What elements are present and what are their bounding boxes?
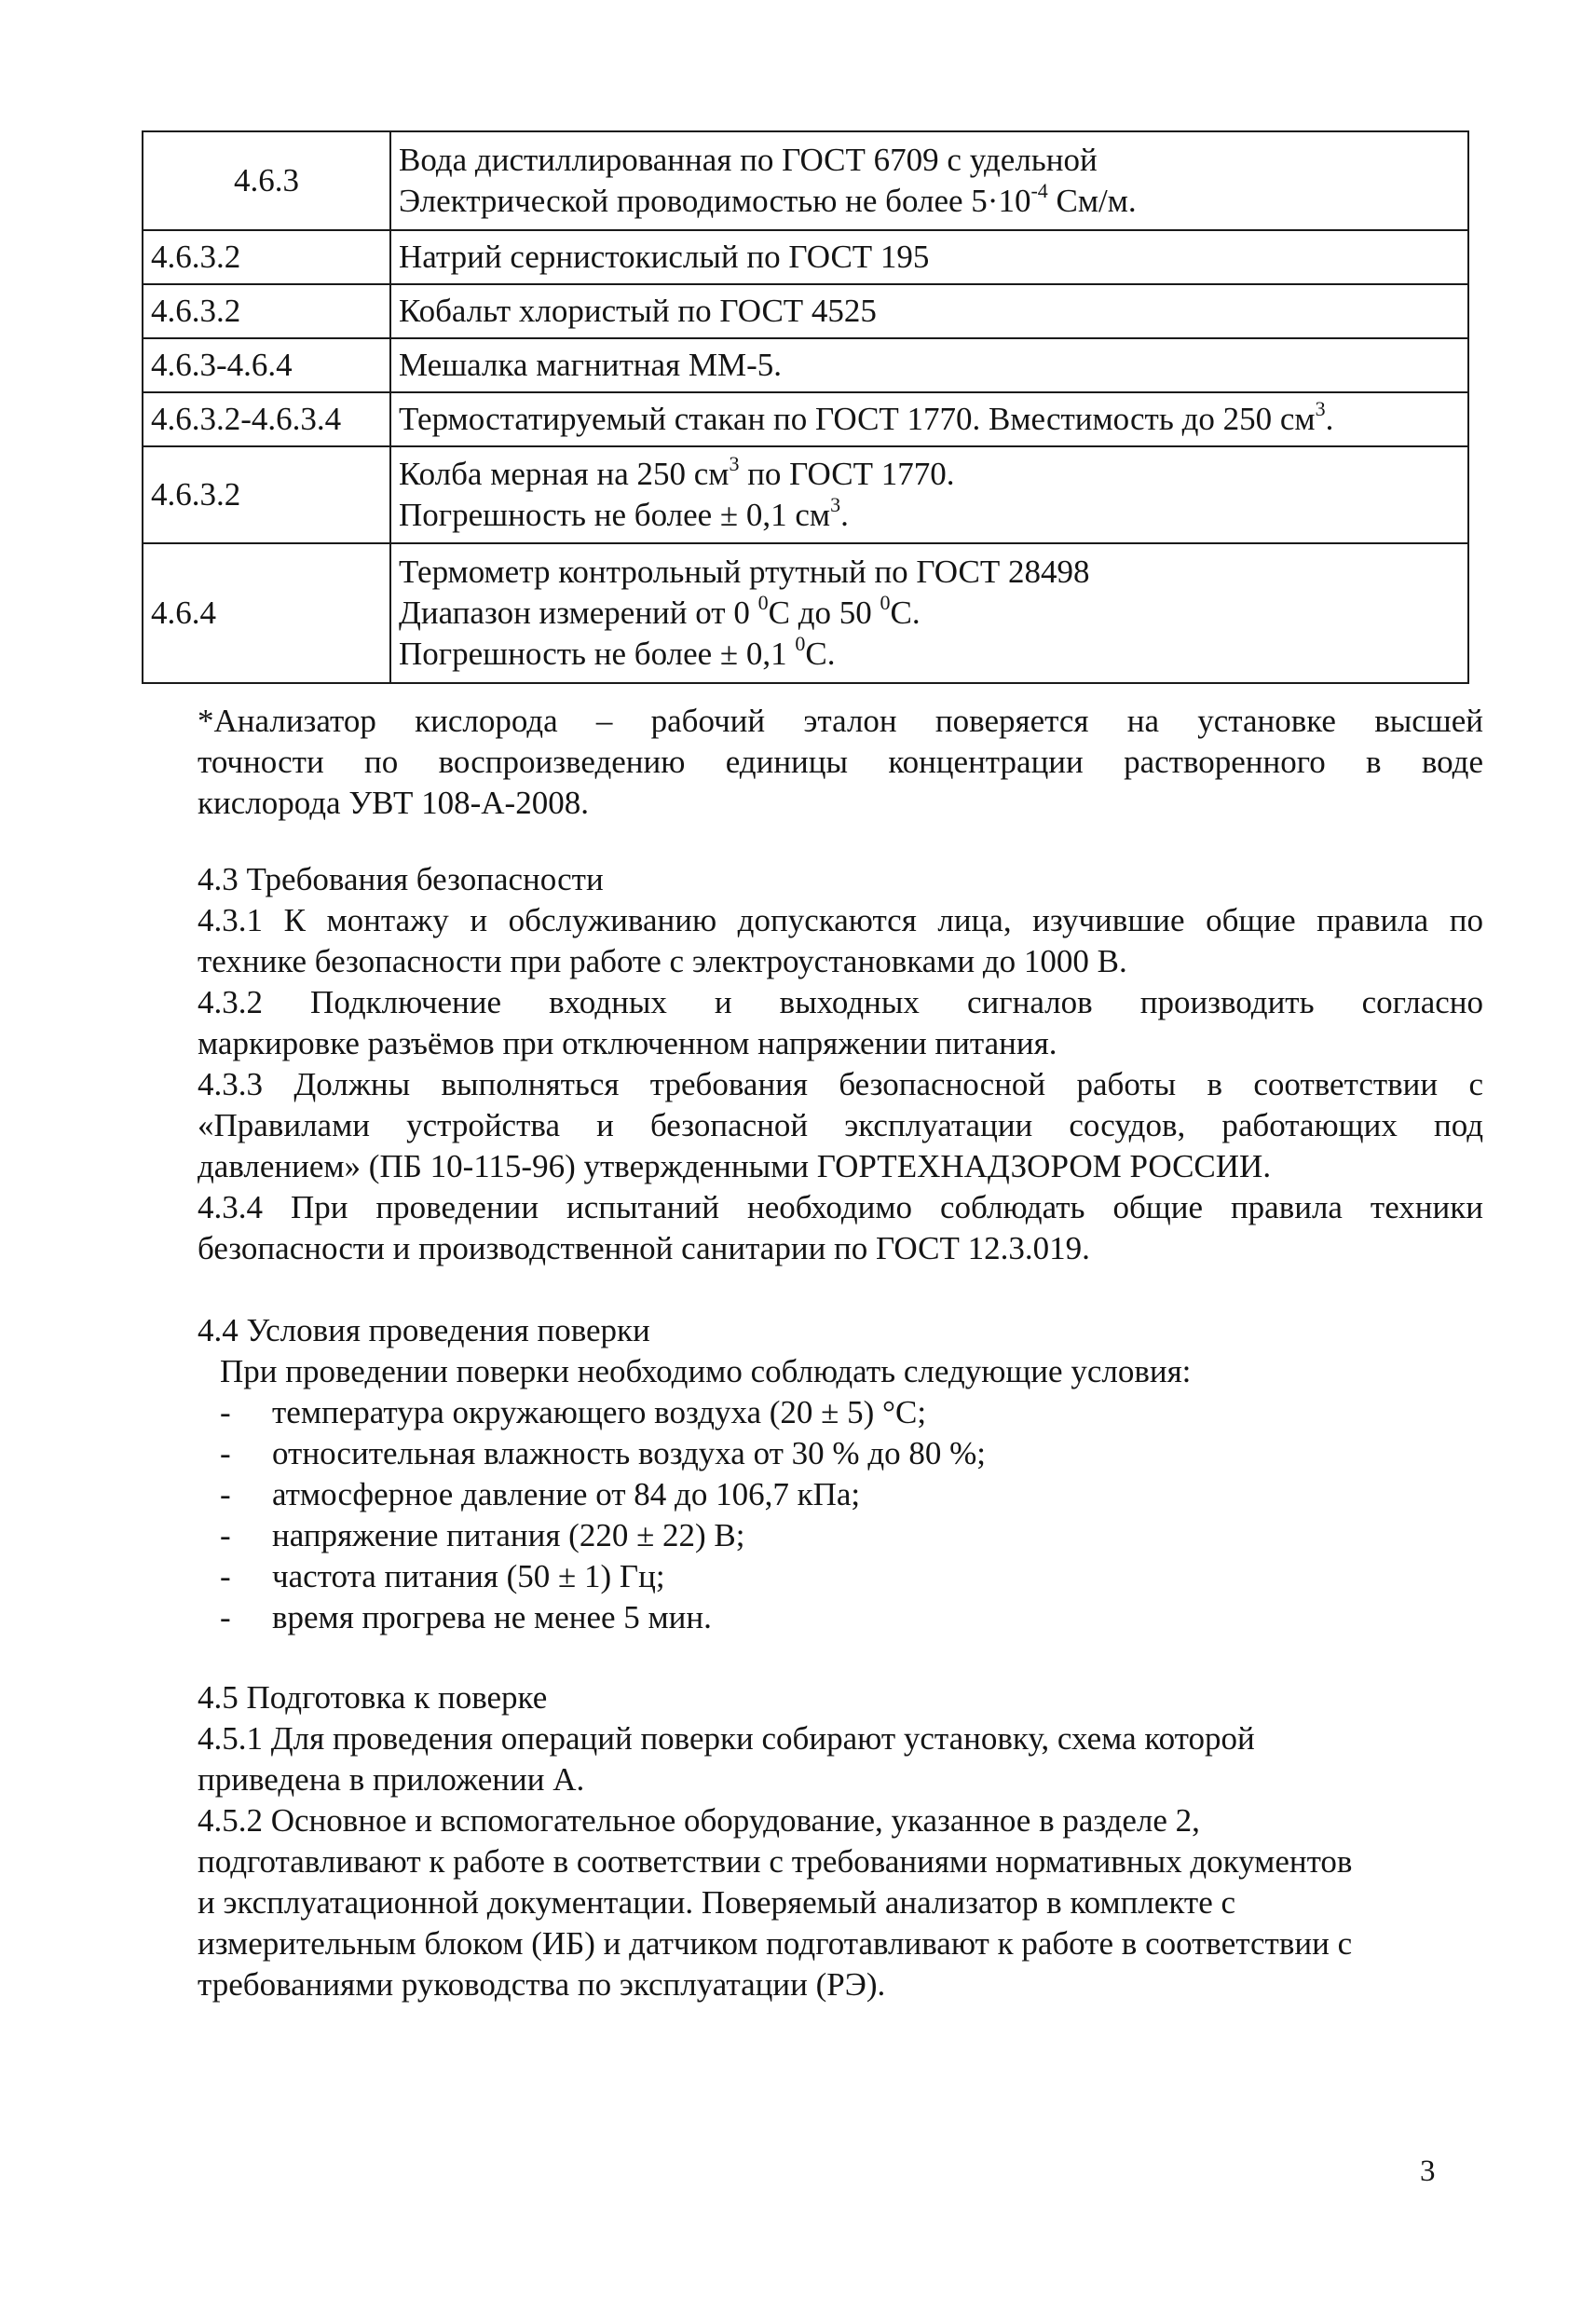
table-cell-number: 4.6.4: [143, 543, 390, 683]
table-cell-text: Термостатируемый стакан по ГОСТ 1770. Вместимость до 250 $см^3$.: [390, 392, 1468, 446]
footnote: *Анализатор кислорода – рабочий эталон поверяется на установке высшей точности по воспроизведению единицы концентрации растворенного в воде кислорода УВТ 108-А-2008.: [198, 703, 1483, 821]
table-cell-number: 4.6.3: [143, 131, 390, 230]
table-row: [143, 131, 1468, 230]
table-row: [143, 392, 1468, 446]
page-number: 3: [1420, 2155, 1436, 2188]
section-heading: 4.4 Условия проведения поверки: [198, 1312, 650, 1348]
section-4-3: 4.3 Требования безопасности 4.3.1 К монтажу и обслуживанию допускаются лица, изучившие общие правила по технике безопасности при работе с электроустановками до 1000 В. 4.3.2 Подключение входных и выходных сигналов производить согласно маркировке разъёмов при отключенном напряжении питания. 4.3.3 Должны выполняться требования безопасносной работы в соответствии с «Правилами устройства и безопасной эксплуатации сосудов, работающих под давлением» (ПБ 10-115-96) утвержденными ГОРТЕХНАДЗОРОМ РОССИИ. 4.3.4 При проведении испытаний необходимо соблюдать общие правила техники безопасности и производственной санитарии по ГОСТ 12.3.019.: [198, 861, 1483, 1266]
list-item: - относительная влажность воздуха от 30 % до 80 %;: [220, 1435, 987, 1471]
table-cell-text: Натрий сернистокислый по ГОСТ 195: [390, 230, 1468, 284]
table-row: [143, 284, 1468, 338]
list-item: - время прогрева не менее 5 мин.: [220, 1599, 712, 1635]
table-cell-text: Мешалка магнитная ММ-5.: [390, 338, 1468, 392]
table-row: [143, 230, 1468, 284]
table-cell-number: 4.6.3.2: [143, 446, 390, 543]
table-cell-text: Термометр контрольный ртутный по ГОСТ 28498 Диапазон измерений от 0 $^0$С до 50 $^0$С. Погрешность не более ± 0,1 $^0$С.: [390, 543, 1468, 683]
list-item: - атмосферное давление от 84 до 106,7 кПа;: [220, 1476, 861, 1512]
table-row: [143, 338, 1468, 392]
table-cell-number: 4.6.3.2: [143, 284, 390, 338]
table-cell-text: Колба мерная на 250 $см^3$ по ГОСТ 1770. Погрешность не более ± 0,1 $см^3$.: [390, 446, 1468, 543]
section-heading: 4.5 Подготовка к поверке: [198, 1679, 548, 1716]
table-cell-text: Вода дистиллированная по ГОСТ 6709 с удельной Электрической проводимостью не более $5\cdot 10^{-4}$ См/м.: [390, 131, 1468, 230]
list-item: - напряжение питания (220 ± 22) В;: [220, 1517, 745, 1553]
table-cell-number: 4.6.3.2: [143, 230, 390, 284]
equipment-table: [142, 130, 1469, 684]
section-4-4: 4.4 Условия проведения поверки При проведении поверки необходимо соблюдать следующие условия: - температура окружающего воздуха (20 ± 5) °С; - относительная влажность воздуха от 30 % до 80 %; - атмосферное давление от 84 до 106,7 кПа; - напряжение питания (220 ± 22) В; - частота питания (50 ± 1) Гц; - время прогрева не менее 5 мин.: [198, 1310, 1483, 1638]
table-row: [143, 446, 1468, 543]
table-cell-number: 4.6.3.2-4.6.3.4: [143, 392, 390, 446]
table-row: [143, 543, 1468, 683]
section-heading: 4.3 Требования безопасности: [198, 861, 604, 897]
list-item: - частота питания (50 ± 1) Гц;: [220, 1558, 665, 1594]
section-4-5: 4.5 Подготовка к поверке 4.5.1 Для проведения операций поверки собирают установку, схема которой приведена в приложении А. 4.5.2 Основное и вспомогательное оборудование, указанное в разделе 2, подготавливают к работе в соответствии с требованиями нормативных документов и эксплуатационной документации. Поверяемый анализатор в комплекте с измерительным блоком (ИБ) и датчиком подготавливают к работе в соответствии с требованиями руководства по эксплуатации (РЭ).: [198, 1677, 1483, 2005]
table-cell-text: Кобальт хлористый по ГОСТ 4525: [390, 284, 1468, 338]
table-cell-number: 4.6.3-4.6.4: [143, 338, 390, 392]
list-item: - температура окружающего воздуха (20 ± 5) °С;: [220, 1394, 927, 1430]
